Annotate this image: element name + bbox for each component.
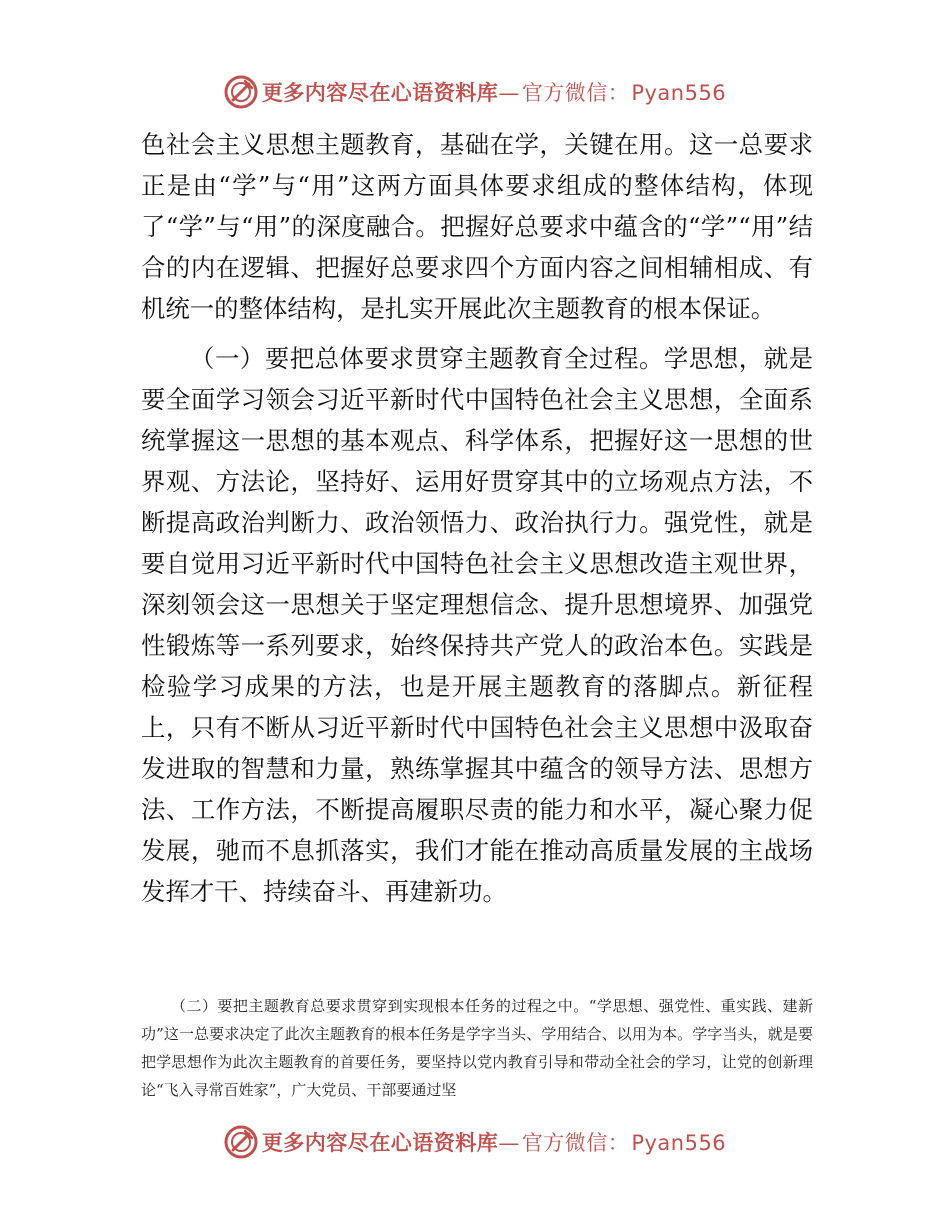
banner-text: 更多内容尽在心语资料库—官方微信：Pyan556 [261,1131,727,1155]
document-body [141,124,813,912]
header-banner [0,70,950,114]
banner-text: 更多内容尽在心语资料库—官方微信：Pyan556 [261,81,727,105]
paragraph-3: （二）要把主题教育总要求贯穿到实现根本任务的过程之中。“学思想、强党性、重实践、建新功”这一总要求决定了此次主题教育的根本任务是学字当头、学用结合、以用为本。学字当头，就是要把学思想作为此次主题教育的首要任务，要坚持以党内教育引导和带动全社会的学习，让党的创新理论“飞入寻常百姓家”，广大党员、干部要通过坚 [141,997,813,1099]
stamp-logo-icon [224,1125,258,1159]
document-body-small [141,992,813,1104]
paragraph-2: （一）要把总体要求贯穿主题教育全过程。学思想，就是要全面学习领会习近平新时代中国特色社会主义思想，全面系统掌握这一思想的基本观点、科学体系，把握好这一思想的世界观、方法论，坚持好、运用好贯穿其中的立场观点方法，不断提高政治判断力、政治领悟力、政治执行力。强党性，就是要自觉用习近平新时代中国特色社会主义思想改造主观世界，深刻领会这一思想关于坚定理想信念、提升思想境界、加强党性锻炼等一系列要求，始终保持共产党人的政治本色。实践是检验学习成果的方法，也是开展主题教育的落脚点。新征程上，只有不断从习近平新时代中国特色社会主义思想中汲取奋发进取的智慧和力量，熟练掌握其中蕴含的领导方法、思想方法、工作方法，不断提高履职尽责的能力和水平，凝心聚力促发展，驰而不息抓落实，我们才能在推动高质量发展的主战场发挥才干、持续奋斗、再建新功。 [141,344,813,906]
stamp-logo-icon [224,75,258,109]
footer-banner [0,1120,950,1164]
paragraph-1: 色社会主义思想主题教育，基础在学，关键在用。这一总要求正是由“学”与“用”这两方面具体要求组成的整体结构，体现了“学”与“用”的深度融合。把握好总要求中蕴含的“学”“用”结合的内在逻辑、把握好总要求四个方面内容之间相辅相成、有机统一的整体结构，是扎实开展此次主题教育的根本保证。 [141,130,813,323]
